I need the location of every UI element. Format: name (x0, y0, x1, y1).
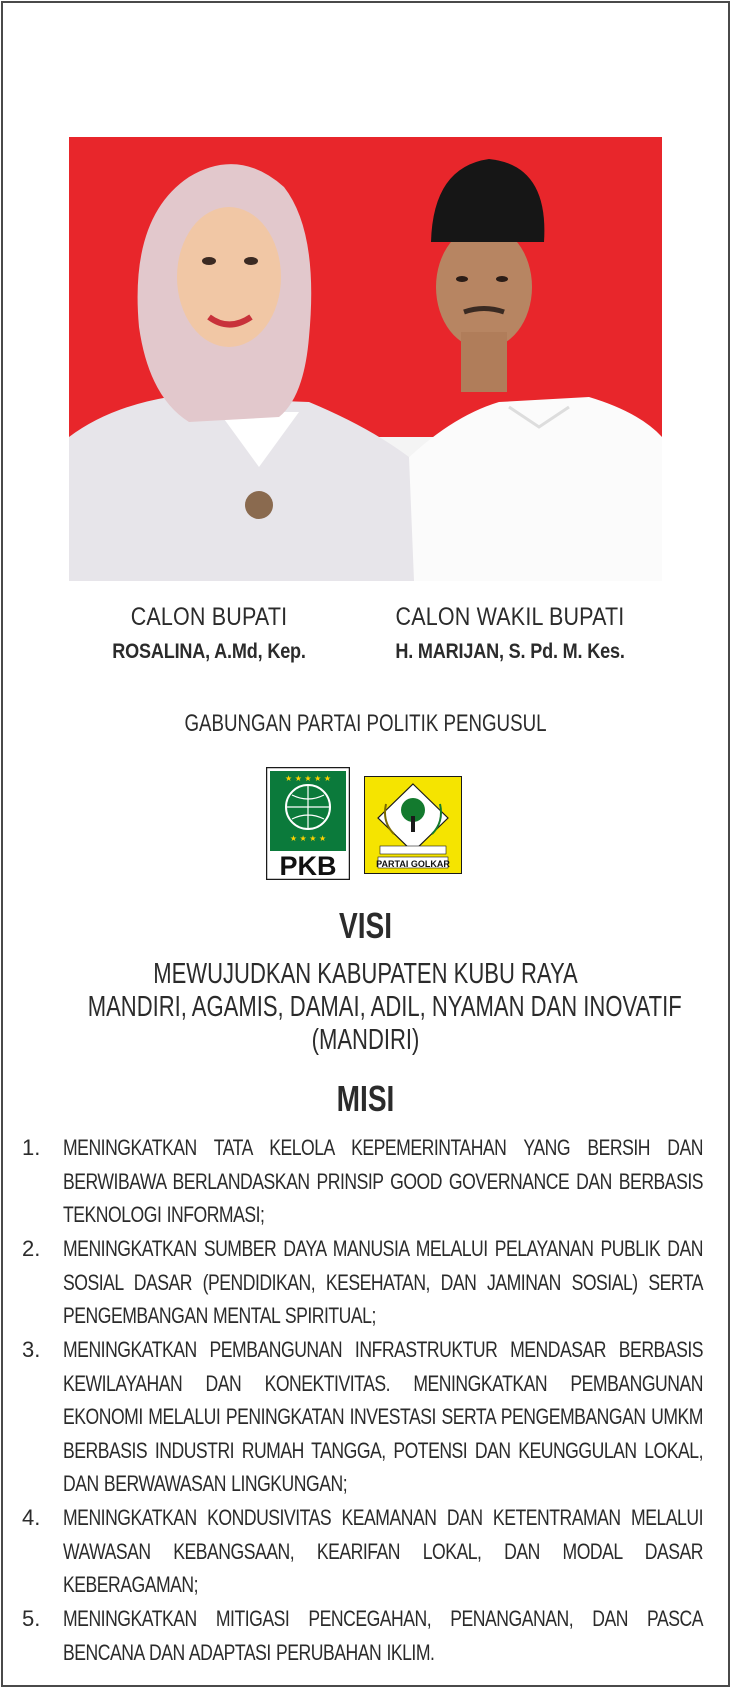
pkb-logo (266, 767, 350, 880)
svg-text:PKB: PKB (279, 851, 337, 880)
misi-number: 2. (22, 1236, 41, 1261)
golkar-logo (364, 776, 462, 874)
candidate-name: H. MARIJAN, S. Pd. M. Kes. (395, 640, 625, 663)
misi-text: MENINGKATKAN TATA KELOLA KEPEMERINTAHAN YANG BERSIH DAN BERWIBAWA BERLANDASKAN PRINSIP GOOD GOVERNANCE DAN BERBASIS TEKNOLOGI INFORMASI; (63, 1135, 703, 1227)
misi-text: MENINGKATKAN PEMBANGUNAN INFRASTRUKTUR MENDASAR BERBASIS KEWILAYAHAN DAN KONEKTIVITAS. MENINGKATKAN PEMBANGUNAN EKONOMI MELALUI PENINGKATAN INVESTASI SERTA PENGEMBANGAN UMKM BERBASIS INDUSTRI RUMAH TANGGA, POTENSI DAN KEUNGGULAN LOKAL, DAN BERWAWASAN LINGKUNGAN; (63, 1337, 703, 1496)
candidate-role: CALON WAKIL BUPATI (395, 603, 625, 631)
misi-text: MENINGKATKAN SUMBER DAYA MANUSIA MELALUI PELAYANAN PUBLIK DAN SOSIAL DASAR (PENDIDIKAN, KESEHATAN, DAN JAMINAN SOSIAL) SERTA PENGEMBANGAN MENTAL SPIRITUAL; (63, 1236, 703, 1328)
misi-item (22, 1501, 706, 1602)
candidates-photo (69, 137, 662, 581)
misi-number: 5. (22, 1606, 41, 1631)
misi-item (22, 1131, 706, 1232)
misi-number: 4. (22, 1505, 41, 1530)
party-logos (266, 767, 466, 882)
misi-item (22, 1602, 706, 1669)
visi-line: MEWUJUDKAN KABUPATEN KUBU RAYA (153, 958, 578, 990)
misi-number: 1. (22, 1135, 41, 1160)
visi-heading: VISI (338, 905, 393, 946)
svg-text:★ ★ ★ ★ ★: ★ ★ ★ ★ ★ (284, 774, 332, 783)
svg-text:PARTAI GOLKAR: PARTAI GOLKAR (376, 859, 450, 869)
misi-list (22, 1131, 706, 1669)
candidate-role: CALON BUPATI (130, 603, 288, 631)
svg-text:★ ★ ★ ★: ★ ★ ★ ★ (289, 834, 327, 843)
misi-heading: MISI (336, 1078, 395, 1119)
misi-item (22, 1333, 706, 1501)
visi-line: MANDIRI, AGAMIS, DAMAI, ADIL, NYAMAN DAN INOVATIF (87, 991, 682, 1023)
candidate-name: ROSALINA, A.Md, Kep. (112, 640, 306, 663)
misi-number: 3. (22, 1337, 41, 1362)
visi-statement (87, 958, 682, 1057)
coalition-label: GABUNGAN PARTAI POLITIK PENGUSUL (184, 710, 547, 737)
misi-text: MENINGKATKAN KONDUSIVITAS KEAMANAN DAN KETENTRAMAN MELALUI WAWASAN KEBANGSAAN, KEARIFAN LOKAL, DAN MODAL DASAR KEBERAGAMAN; (63, 1505, 703, 1597)
misi-text: MENINGKATKAN MITIGASI PENCEGAHAN, PENANGANAN, DAN PASCA BENCANA DAN ADAPTASI PERUBAHAN IKLIM. (63, 1606, 703, 1665)
visi-line: (MANDIRI) (311, 1024, 420, 1056)
candidate-bupati (69, 603, 349, 664)
misi-item (22, 1232, 706, 1333)
candidate-wakil-bupati (360, 603, 660, 664)
